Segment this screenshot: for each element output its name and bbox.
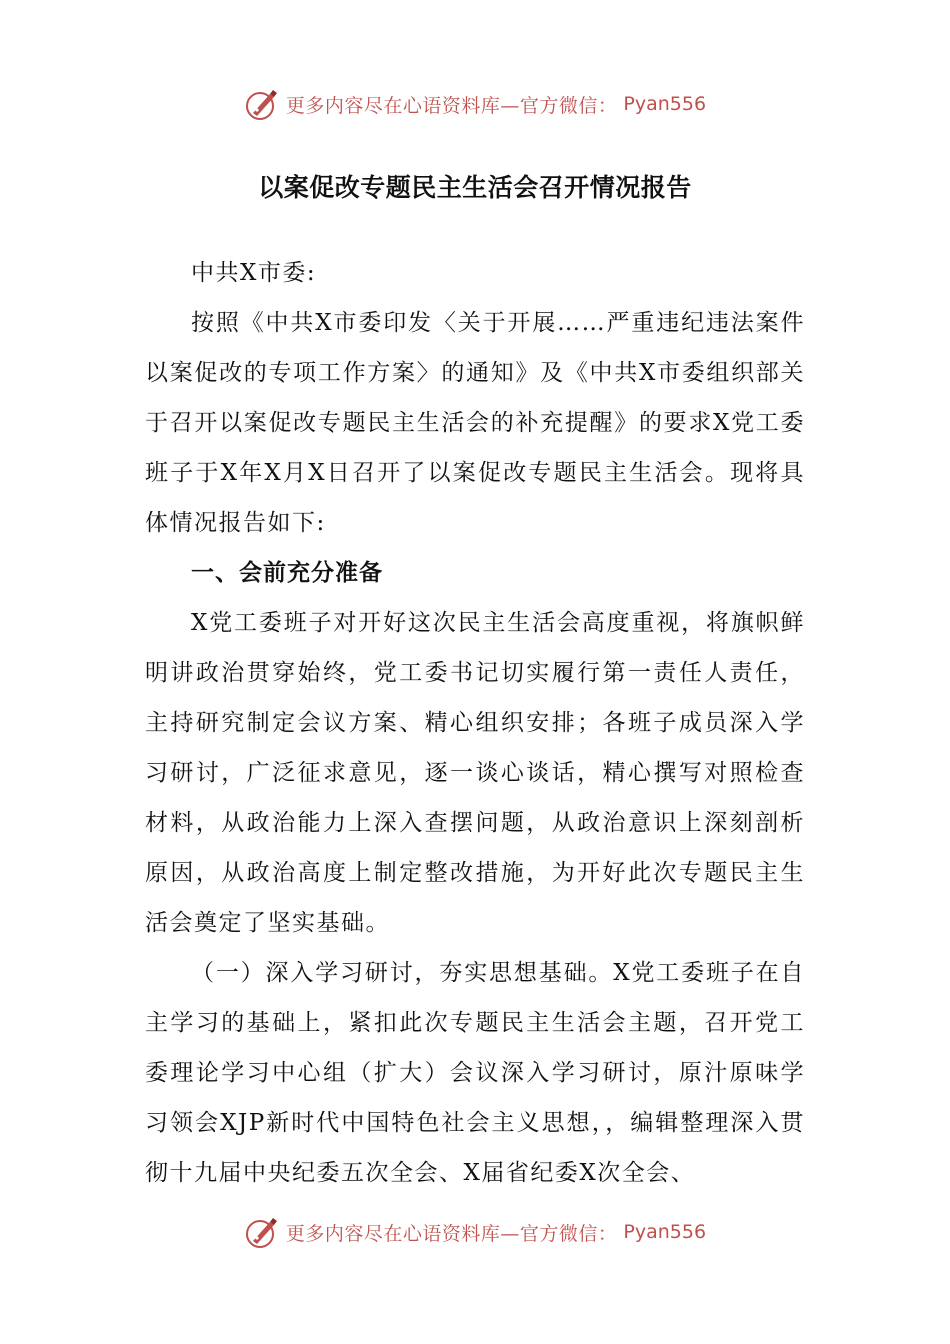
fountain-pen-circle-icon: [244, 86, 280, 122]
document-title: 以案促改专题民主生活会召开情况报告: [258, 173, 692, 202]
watermark-wechat-id: Pyan556: [623, 93, 707, 115]
intro-paragraph: 按照《中共X市委印发〈关于开展……严重违纪违法案件以案促改的专项工作方案〉的通知》及《中共X市委组织部关于召开以案促改专题民主生活会的补充提醒》的要求X党工委班子于X年X月X日召开了以案促改专题民主生活会。现将具体情况报告如下:: [145, 310, 805, 536]
watermark-wechat-id: Pyan556: [623, 1221, 707, 1243]
watermark-header: [0, 84, 950, 124]
salutation: 中共X市委:: [191, 260, 317, 286]
watermark-text: 更多内容尽在心语资料库—官方微信：: [285, 1222, 618, 1245]
watermark-text: 更多内容尽在心语资料库—官方微信：: [285, 94, 618, 117]
watermark-footer: [0, 1212, 950, 1252]
fountain-pen-circle-icon: [244, 1214, 280, 1250]
section-heading: 一、会前充分准备: [191, 560, 383, 586]
section-paragraph: X党工委班子对开好这次民主生活会高度重视，将旗帜鲜明讲政治贯穿始终，党工委书记切实履行第一责任人责任，主持研究制定会议方案、精心组织安排；各班子成员深入学习研讨，广泛征求意见，逐一谈心谈话，精心撰写对照检查材料，从政治能力上深入查摆问题，从政治意识上深刻剖析原因，从政治高度上制定整改措施，为开好此次专题民主生活会奠定了坚实基础。: [145, 610, 805, 936]
document-body: [145, 248, 805, 1198]
subsection-paragraph: （一）深入学习研讨，夯实思想基础。X党工委班子在自主学习的基础上，紧扣此次专题民主生活会主题，召开党工委理论学习中心组（扩大）会议深入学习研讨，原汁原味学习领会XJP新时代中国特色社会主义思想，，编辑整理深入贯彻十九届中央纪委五次全会、X届省纪委X次全会、: [145, 960, 805, 1186]
